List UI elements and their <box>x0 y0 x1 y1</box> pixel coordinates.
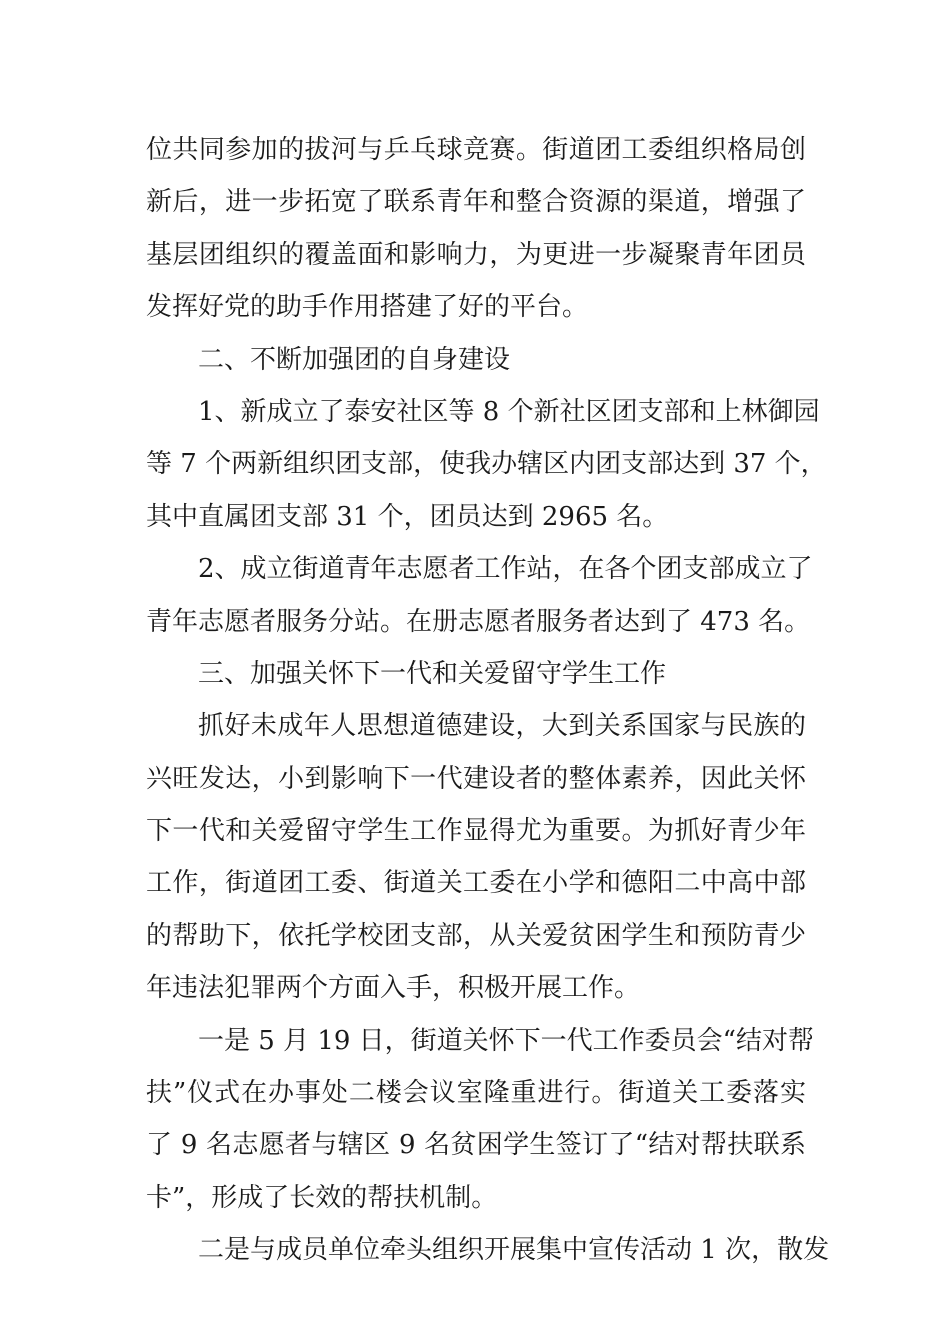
text-line: 卡”，形成了长效的帮扶机制。 <box>146 1182 498 1213</box>
text-line: 下一代和关爱留守学生工作显得尤为重要。为抓好青少年 <box>146 816 806 847</box>
text-line: 兴旺发达，小到影响下一代建设者的整体素养，因此关怀 <box>146 763 806 794</box>
section-heading: 三、加强关怀下一代和关爱留守学生工作 <box>198 658 667 689</box>
text-line: 抓好未成年人思想道德建设，大到关系国家与民族的 <box>198 711 806 742</box>
section-heading: 二、不断加强团的自身建设 <box>198 344 511 375</box>
text-line: 工作，街道团工委、街道关工委在小学和德阳二中高中部 <box>146 868 806 899</box>
text-line: 了 9 名志愿者与辖区 9 名贫困学生签订了“结对帮扶联系 <box>146 1130 806 1161</box>
text-line: 二是与成员单位牵头组织开展集中宣传活动 1 次，散发 <box>198 1235 830 1266</box>
text-line: 青年志愿者服务分站。在册志愿者服务者达到了 473 名。 <box>146 606 811 637</box>
text-line: 的帮助下，依托学校团支部，从关爱贫困学生和预防青少 <box>146 920 806 951</box>
text-line: 发挥好党的助手作用搭建了好的平台。 <box>146 292 589 323</box>
text-line: 年违法犯罪两个方面入手，积极开展工作。 <box>146 973 641 1004</box>
text-line: 扶”仪式在办事处二楼会议室隆重进行。街道关工委落实 <box>146 1078 806 1109</box>
text-line: 一是 5 月 19 日，街道关怀下一代工作委员会“结对帮 <box>198 1025 814 1056</box>
document-body <box>146 124 830 1277</box>
text-line: 其中直属团支部 31 个，团员达到 2965 名。 <box>146 501 669 532</box>
text-line: 新后，进一步拓宽了联系青年和整合资源的渠道，增强了 <box>146 187 806 218</box>
text-line: 位共同参加的拔河与乒乓球竞赛。街道团工委组织格局创 <box>146 135 806 165</box>
text-line: 基层团组织的覆盖面和影响力，为更进一步凝聚青年团员 <box>146 239 806 270</box>
text-line: 2、成立街道青年志愿者工作站，在各个团支部成立了 <box>198 554 813 585</box>
text-line: 1、新成立了泰安社区等 8 个新社区团支部和上林御园 <box>198 396 820 427</box>
text-line: 等 7 个两新组织团支部，使我办辖区内团支部达到 37 个， <box>146 449 827 480</box>
